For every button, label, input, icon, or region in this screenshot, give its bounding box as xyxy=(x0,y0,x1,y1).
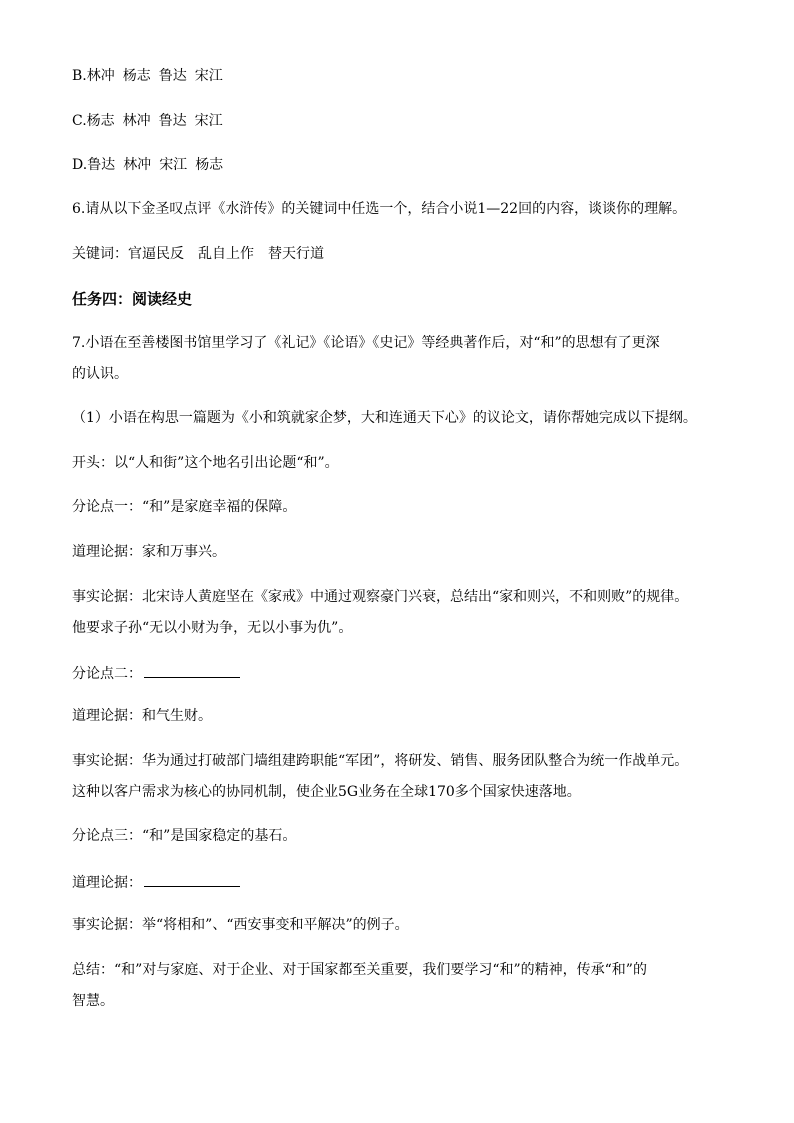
outline-fact-3: 事实论据：举“将相和”、“西安事变和平解决”的例子。 xyxy=(72,917,409,933)
outline-opening: 开头：以“人和街”这个地名引出论题“和”。 xyxy=(72,455,339,471)
reason-3-label: 道理论据： xyxy=(72,875,142,891)
option-name: 宋江 xyxy=(194,68,223,84)
option-c xyxy=(72,111,223,131)
option-name: 宋江 xyxy=(194,113,223,129)
option-name: 鲁达 xyxy=(158,68,187,84)
option-d xyxy=(72,155,223,175)
outline-point-2 xyxy=(72,662,240,684)
option-name: 鲁达 xyxy=(158,113,187,129)
keyword: 替天行道 xyxy=(268,246,324,262)
outline-reason-2: 道理论据：和气生财。 xyxy=(72,708,212,724)
question-7-intro-line1: 7.小语在至善楼图书馆里学习了《礼记》《论语》《史记》等经典著作后，对“和”的思想有了更深 xyxy=(72,335,660,351)
option-letter: D. xyxy=(72,157,88,173)
answer-blank-point-2[interactable] xyxy=(144,662,240,678)
outline-summary-line2: 智慧。 xyxy=(72,993,114,1009)
outline-reason-1: 道理论据：家和万事兴。 xyxy=(72,544,226,560)
outline-point-3: 分论点三：“和”是国家稳定的基石。 xyxy=(72,828,297,844)
keyword: 官逼民反 xyxy=(128,246,184,262)
outline-fact-1-line1: 事实论据：北宋诗人黄庭坚在《家戒》中通过观察豪门兴衰，总结出“家和则兴，不和则败”的规律。 xyxy=(72,589,689,605)
outline-fact-2-line1: 事实论据：华为通过打破部门墙组建跨职能“军团”，将研发、销售、服务团队整合为统一作战单元。 xyxy=(72,753,689,769)
keyword: 乱自上作 xyxy=(198,246,254,262)
option-name: 杨志 xyxy=(86,113,115,129)
option-b xyxy=(72,66,223,86)
task-4-heading: 任务四：阅读经史 xyxy=(72,290,193,308)
question-6-keywords xyxy=(72,244,324,264)
outline-summary-line1: 总结：“和”对与家庭、对于企业、对于国家都至关重要，我们要学习“和”的精神，传承“和”的 xyxy=(72,962,647,978)
question-6-prompt: 6.请从以下金圣叹点评《水浒传》的关键词中任选一个，结合小说1—22回的内容，谈谈你的理解。 xyxy=(72,201,687,217)
question-7-intro-line2: 的认识。 xyxy=(72,366,128,382)
outline-fact-1-line2: 他要求子孙“无以小财为争，无以小事为仇”。 xyxy=(72,620,353,636)
option-name: 林冲 xyxy=(122,113,151,129)
outline-fact-2-line2: 这种以客户需求为核心的协同机制，使企业5G业务在全球170多个国家快速落地。 xyxy=(72,784,581,800)
answer-blank-reason-3[interactable] xyxy=(144,871,240,887)
outline-reason-3 xyxy=(72,871,240,893)
option-name: 林冲 xyxy=(123,157,152,173)
outline-point-1: 分论点一：“和”是家庭幸福的保障。 xyxy=(72,499,297,515)
option-name: 宋江 xyxy=(159,157,188,173)
keywords-label: 关键词： xyxy=(72,246,128,262)
option-letter: C. xyxy=(72,113,87,129)
option-name: 林冲 xyxy=(86,68,115,84)
option-name: 杨志 xyxy=(122,68,151,84)
option-name: 杨志 xyxy=(195,157,224,173)
point-2-label: 分论点二： xyxy=(72,666,142,682)
option-name: 鲁达 xyxy=(87,157,116,173)
option-letter: B. xyxy=(72,68,87,84)
question-7-sub1: （1）小语在构思一篇题为《小和筑就家企梦，大和连通天下心》的议论文，请你帮她完成以下提纲。 xyxy=(72,410,697,426)
